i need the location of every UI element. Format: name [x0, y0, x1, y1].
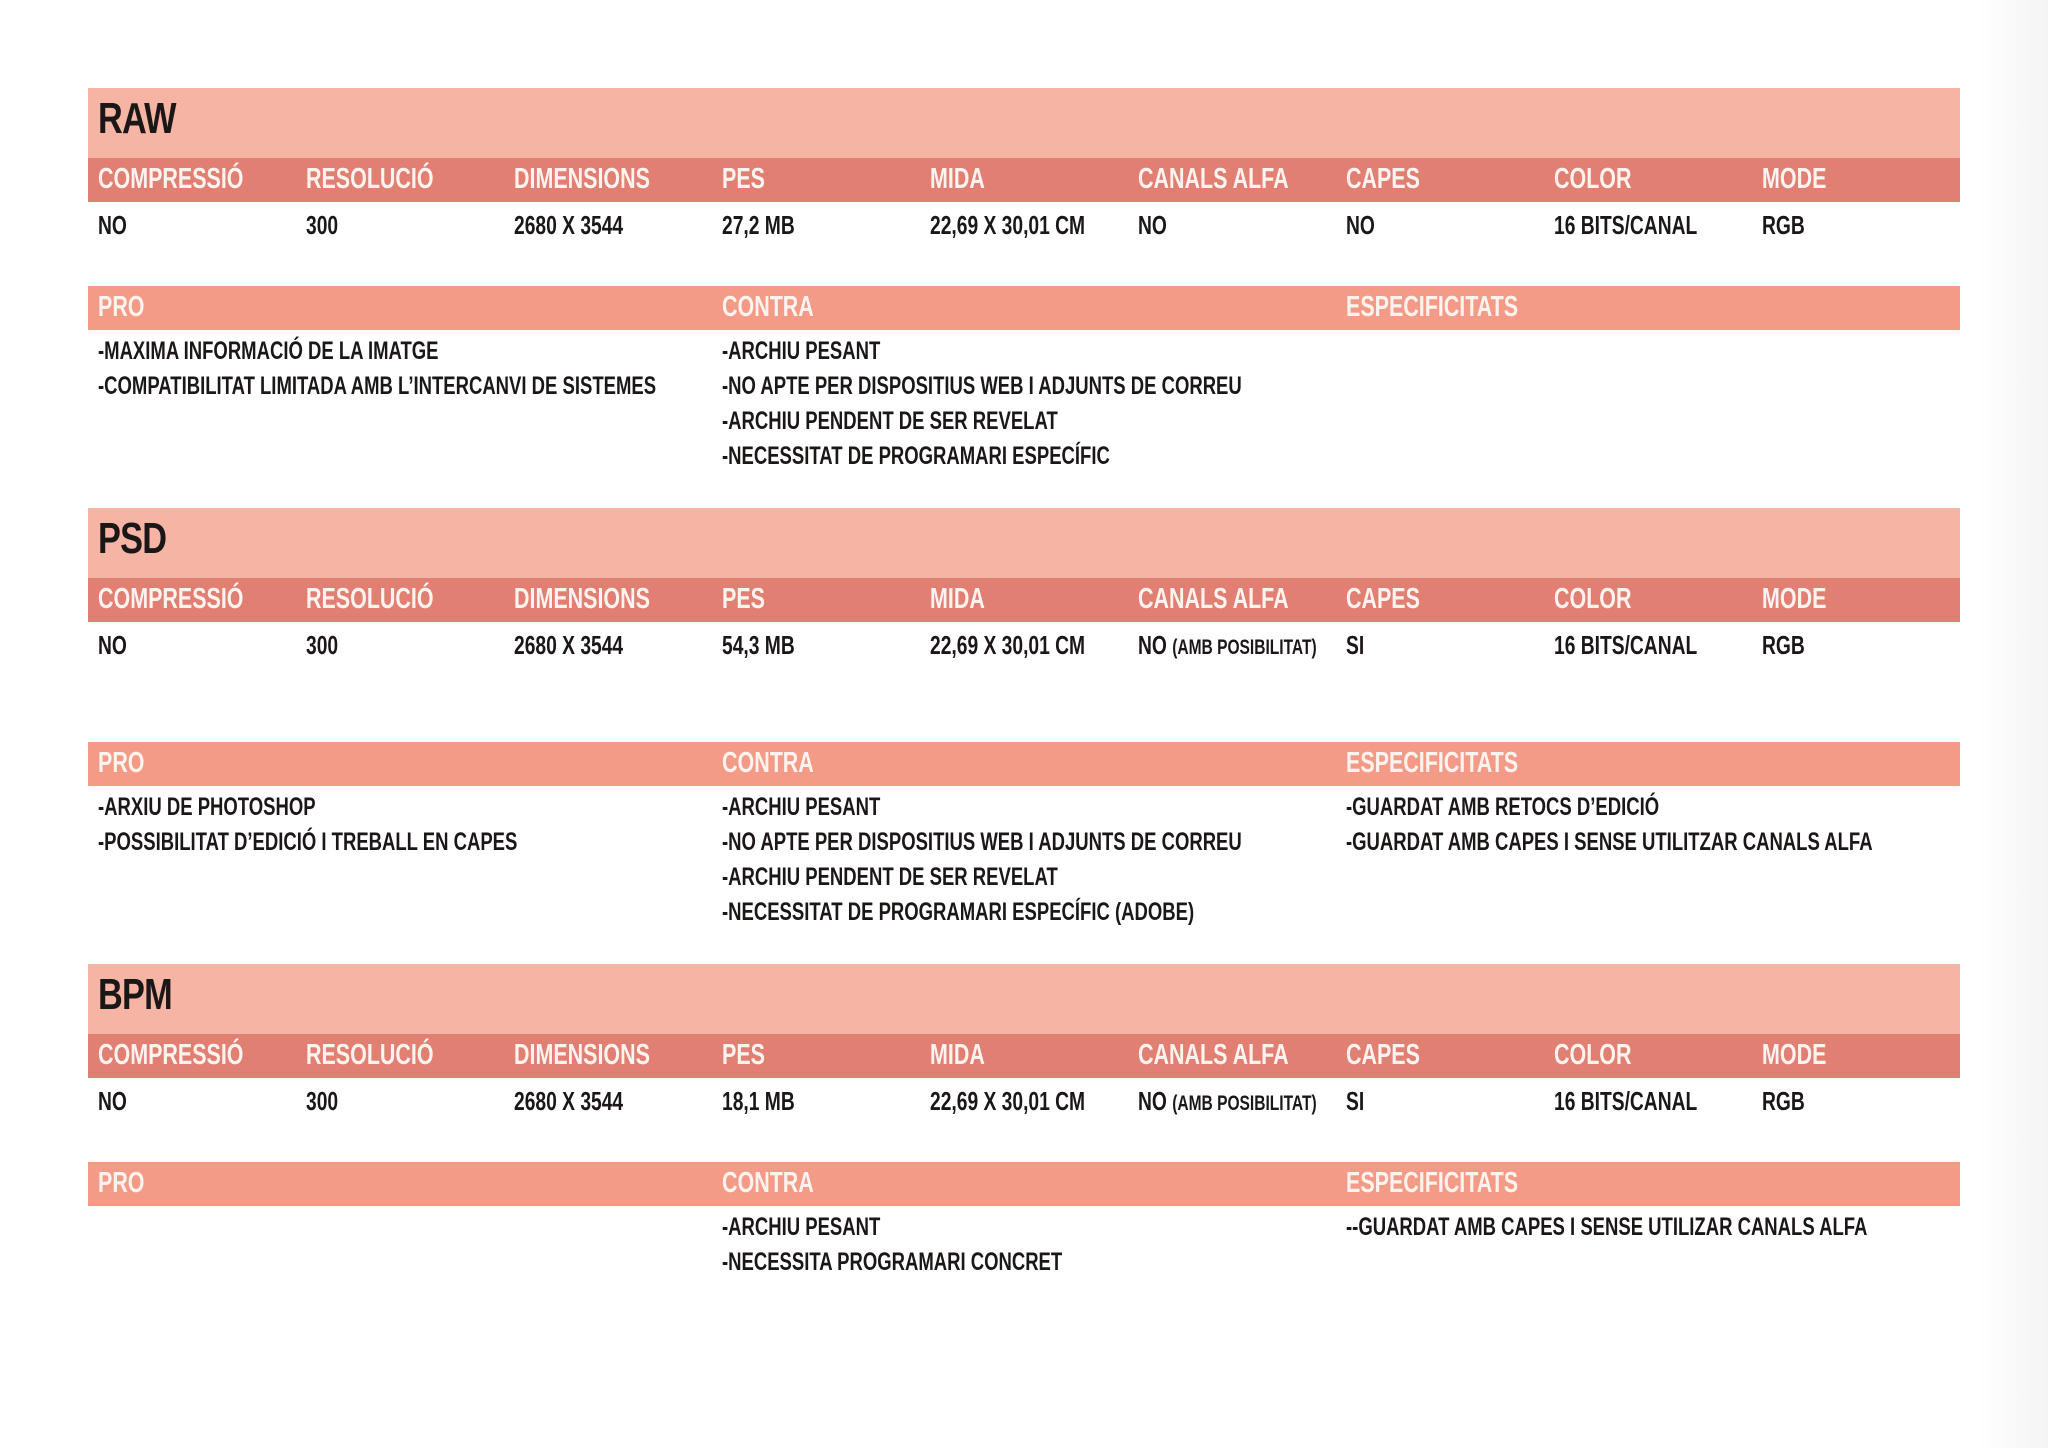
header-capes: CAPES	[1346, 163, 1420, 195]
value-mode: RGB	[1762, 210, 1805, 240]
header-capes: CAPES	[1346, 1039, 1420, 1071]
pro-list	[98, 790, 665, 860]
value-mida: 22,69 X 30,01 CM	[930, 1086, 1086, 1116]
pros-cons-header-row	[88, 742, 1960, 786]
header-dimensions: DIMENSIONS	[514, 163, 650, 195]
list-item: -ARCHIU PENDENT DE SER REVELAT	[722, 407, 1058, 435]
canals-alfa-note: (AMB POSIBILITAT)	[1172, 1092, 1317, 1115]
header-contra: CONTRA	[722, 1167, 814, 1199]
header-especificitats: ESPECIFICITATS	[1346, 291, 1519, 323]
header-resolucio: RESOLUCIÓ	[306, 583, 434, 615]
value-color: 16 BITS/CANAL	[1554, 1086, 1698, 1116]
list-item: --GUARDAT AMB CAPES I SENSE UTILIZAR CANALS ALFA	[1346, 1213, 1868, 1241]
list-item: -ARCHIU PESANT	[722, 793, 881, 821]
header-pes: PES	[722, 163, 765, 195]
header-especificitats: ESPECIFICITATS	[1346, 747, 1519, 779]
value-mida: 22,69 X 30,01 CM	[930, 630, 1086, 660]
list-item: -GUARDAT AMB RETOCS D’EDICIÓ	[1346, 793, 1660, 821]
list-item: -NECESSITAT DE PROGRAMARI ESPECÍFIC (ADOBE)	[722, 898, 1195, 926]
value-capes: SI	[1346, 1086, 1365, 1116]
list-item: -NECESSITAT DE PROGRAMARI ESPECÍFIC	[722, 442, 1110, 470]
value-capes: NO	[1346, 210, 1375, 240]
value-resolucio: 300	[306, 1086, 339, 1116]
header-canals-alfa: CANALS ALFA	[1138, 163, 1289, 195]
header-canals-alfa: CANALS ALFA	[1138, 1039, 1289, 1071]
header-mida: MIDA	[930, 1039, 985, 1071]
spec-header-row	[88, 158, 1960, 202]
header-dimensions: DIMENSIONS	[514, 583, 650, 615]
header-mida: MIDA	[930, 163, 985, 195]
pros-cons-header-row	[88, 286, 1960, 330]
pros-cons-header-row	[88, 1162, 1960, 1206]
header-pes: PES	[722, 1039, 765, 1071]
header-dimensions: DIMENSIONS	[514, 1039, 650, 1071]
value-pes: 54,3 MB	[722, 630, 795, 660]
value-pes: 18,1 MB	[722, 1086, 795, 1116]
value-canals-alfa: NO (AMB POSIBILITAT)	[1138, 1086, 1317, 1116]
contra-list	[722, 334, 1424, 474]
list-item: -ARCHIU PESANT	[722, 1213, 881, 1241]
value-mida: 22,69 X 30,01 CM	[930, 210, 1086, 240]
list-item: -POSSIBILITAT D’EDICIÓ I TREBALL EN CAPES	[98, 828, 518, 856]
header-compressio: COMPRESSIÓ	[98, 1039, 244, 1071]
contra-list	[722, 1210, 1182, 1280]
value-compressio: NO	[98, 210, 127, 240]
contra-list	[722, 790, 1424, 930]
list-item: -NO APTE PER DISPOSITIUS WEB I ADJUNTS DE CORREU	[722, 372, 1242, 400]
header-contra: CONTRA	[722, 747, 814, 779]
header-pro: PRO	[98, 747, 145, 779]
value-canals-alfa: NO (AMB POSIBILITAT)	[1138, 630, 1317, 660]
especificitats-list	[1346, 1210, 2048, 1245]
section-title: BPM	[98, 970, 172, 1019]
section-title-bar	[88, 964, 1960, 1034]
value-dimensions: 2680 X 3544	[514, 630, 624, 660]
header-color: COLOR	[1554, 163, 1632, 195]
value-color: 16 BITS/CANAL	[1554, 630, 1698, 660]
value-resolucio: 300	[306, 630, 339, 660]
header-compressio: COMPRESSIÓ	[98, 163, 244, 195]
list-item: -ARCHIU PESANT	[722, 337, 881, 365]
value-compressio: NO	[98, 630, 127, 660]
section-title: PSD	[98, 514, 167, 563]
header-capes: CAPES	[1346, 583, 1420, 615]
value-color: 16 BITS/CANAL	[1554, 210, 1698, 240]
header-contra: CONTRA	[722, 291, 814, 323]
header-mida: MIDA	[930, 583, 985, 615]
spec-header-row	[88, 578, 1960, 622]
list-item: -MAXIMA INFORMACIÓ DE LA IMATGE	[98, 337, 439, 365]
header-pro: PRO	[98, 291, 145, 323]
canals-alfa-note: (AMB POSIBILITAT)	[1172, 636, 1317, 659]
spec-header-row	[88, 1034, 1960, 1078]
section-title-bar	[88, 508, 1960, 578]
value-mode: RGB	[1762, 1086, 1805, 1116]
especificitats-list	[1346, 790, 2048, 860]
list-item: -COMPATIBILITAT LIMITADA AMB L’INTERCANVI DE SISTEMES	[98, 372, 657, 400]
value-pes: 27,2 MB	[722, 210, 795, 240]
section-title-bar	[88, 88, 1960, 158]
header-resolucio: RESOLUCIÓ	[306, 163, 434, 195]
header-color: COLOR	[1554, 1039, 1632, 1071]
value-mode: RGB	[1762, 630, 1805, 660]
value-compressio: NO	[98, 1086, 127, 1116]
header-especificitats: ESPECIFICITATS	[1346, 1167, 1519, 1199]
header-mode: MODE	[1762, 163, 1827, 195]
header-mode: MODE	[1762, 583, 1827, 615]
list-item: -NO APTE PER DISPOSITIUS WEB I ADJUNTS DE CORREU	[722, 828, 1242, 856]
section-title: RAW	[98, 94, 176, 143]
header-mode: MODE	[1762, 1039, 1827, 1071]
value-canals-alfa: NO	[1138, 210, 1167, 240]
value-dimensions: 2680 X 3544	[514, 210, 624, 240]
header-color: COLOR	[1554, 583, 1632, 615]
list-item: -GUARDAT AMB CAPES I SENSE UTILITZAR CANALS ALFA	[1346, 828, 1873, 856]
header-compressio: COMPRESSIÓ	[98, 583, 244, 615]
header-canals-alfa: CANALS ALFA	[1138, 583, 1289, 615]
value-resolucio: 300	[306, 210, 339, 240]
value-dimensions: 2680 X 3544	[514, 1086, 624, 1116]
list-item: -ARCHIU PENDENT DE SER REVELAT	[722, 863, 1058, 891]
list-item: -ARXIU DE PHOTOSHOP	[98, 793, 316, 821]
header-resolucio: RESOLUCIÓ	[306, 1039, 434, 1071]
list-item: -NECESSITA PROGRAMARI CONCRET	[722, 1248, 1063, 1276]
header-pro: PRO	[98, 1167, 145, 1199]
header-pes: PES	[722, 583, 765, 615]
value-capes: SI	[1346, 630, 1365, 660]
